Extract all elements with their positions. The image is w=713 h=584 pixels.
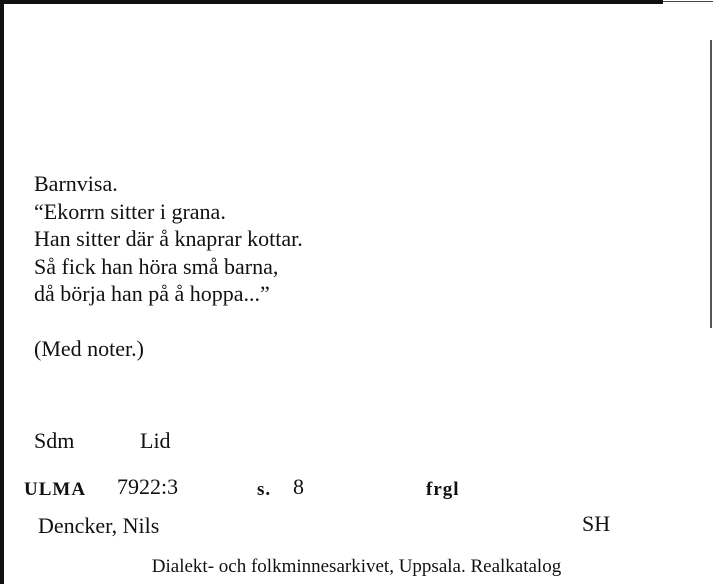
accession-number: 7922:3: [117, 474, 179, 499]
poem-line: Så fick han höra små barna,: [34, 253, 279, 279]
landskap-label: Sdm: [34, 428, 75, 453]
poem-line: “Ekorrn sitter i grana.: [34, 198, 226, 224]
poem-line: Barnvisa.: [34, 171, 118, 196]
note-text: (Med noter.): [34, 336, 144, 361]
archive-label: ULMA: [24, 479, 87, 500]
initials-label: SH: [582, 511, 611, 536]
card-border-top-thin: [663, 1, 713, 2]
poem-line: Han sitter där å knaprar kottar.: [34, 226, 303, 251]
card-border-left: [0, 0, 4, 584]
collector-name: Dencker, Nils: [38, 513, 160, 538]
poem-text: [34, 170, 303, 308]
category-label: frgl: [426, 479, 460, 500]
footer-text: Dialekt- och folkminnesarkivet, Uppsala. Realkatalog: [151, 556, 562, 577]
page-label: s.: [257, 479, 272, 500]
page-number: 8: [293, 474, 304, 499]
socken-label: Lid: [140, 428, 171, 453]
card-border-top: [0, 0, 663, 4]
card-border-right: [710, 40, 712, 328]
poem-line: då börja han på å hoppa...”: [34, 281, 270, 306]
